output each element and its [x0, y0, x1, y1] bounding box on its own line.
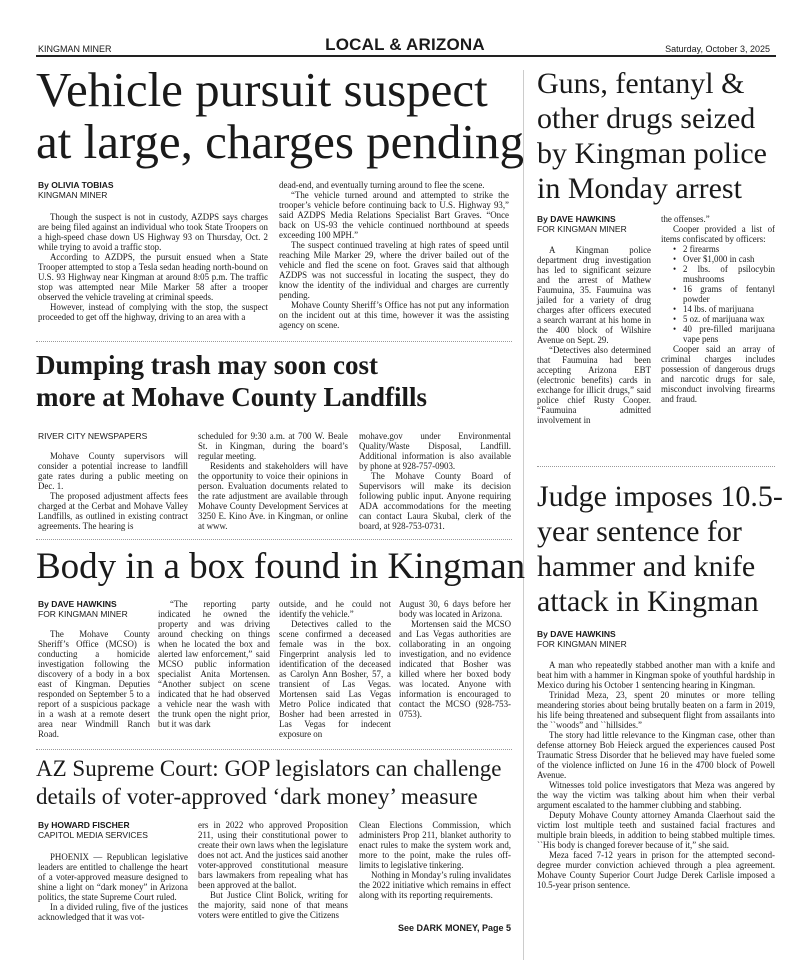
header-rule: [36, 55, 776, 57]
a5-headline-line: Guns, fentanyl &: [537, 67, 745, 100]
paragraph: Meza faced 7-12 years in prison for the attempted second-degree murder conviction achieved through a plea agreement. Mohave County Superior Court Judge Derek Carlisle imposed a 10.5-year prison sentence.: [537, 850, 775, 890]
a3-headline: Body in a box found in Kingman: [36, 546, 526, 587]
a1-col1: [38, 212, 268, 322]
divider: [537, 466, 775, 467]
paragraph: scheduled for 9:30 a.m. at 700 W. Beale St. in Kingman, during the board’s regular meeting.: [198, 431, 348, 461]
paragraph: Witnesses told police investigators that Meza was angered by the way the victim was talking about him when their verbal argument escalated to the hammer clubbing and stabbing.: [537, 780, 775, 810]
a4-col2: [198, 820, 348, 920]
paragraph: ers in 2022 who approved Proposition 211, using their constitutional power to create their own laws when the legislature does not act. And the justices said another voter-approved constitutional measure bars lawmakers from repealing what has been approved at the ballot.: [198, 820, 348, 890]
a4-author: By HOWARD FISCHER: [38, 820, 130, 830]
list-item: • 2 firearms: [661, 244, 775, 254]
a5-headline: [537, 66, 787, 206]
jump-link[interactable]: See DARK MONEY, Page 5: [397, 923, 511, 933]
divider: [36, 749, 512, 750]
paragraph: “The reporting party indicated he owned the property and was driving around checking on things when he located the box and alerted law enforcement,” said MCSO public information specialist Anita Mortensen. “Another subject on scene indicated that he had observed a vehicle near the wash with the trunk open the night prior, but it was dark: [158, 599, 270, 729]
paragraph: Cooper said an array of criminal charges includes possession of dangerous drugs and narcotic drugs for sale, misconduct involving firearms and fraud.: [661, 344, 775, 404]
paragraph: Residents and stakeholders will have the opportunity to voice their opinions in person. Evaluation documents related to the rate adjustment are available through Mohave County Development Services at 3250 E. Kino Ave. in Kingman, or online at www.: [198, 461, 348, 531]
a4-headline-line: AZ Supreme Court: GOP legislators can challenge: [36, 756, 502, 781]
a6-headline-line: Judge imposes 10.5-: [537, 480, 783, 513]
a3-col3: [279, 599, 391, 739]
paragraph: The proposed adjustment affects fees charged at the Cerbat and Mohave Valley Landfills, as outlined in existing contract agreements. The hearing is: [38, 491, 188, 531]
paragraph: Mortensen said the MCSO and Las Vegas authorities are collaborating in an ongoing investigation, and no evidence indicated that Bosher was killed where her boxed body was located. Anyone with information is encouraged to contact the MCSO (928-753-0753).: [399, 619, 511, 719]
paragraph: Deputy Mohave County attorney Amanda Claerhout said the victim lost multiple teeth and sustained facial fractures and multiple brain bleeds, in addition to being stabbed multiple times. ``His body is changed forever because of it,” she said.: [537, 810, 775, 850]
a3-author: By DAVE HAWKINS: [38, 599, 117, 609]
a4-byline: [38, 820, 148, 840]
paragraph: In a divided ruling, five of the justices acknowledged that it was vot-: [38, 902, 188, 922]
divider: [36, 341, 512, 342]
a2-col3: [359, 431, 511, 531]
paragraph: the offenses.”: [661, 214, 710, 224]
a1-col2: [279, 180, 509, 330]
a5-headline-line: by Kingman police: [537, 137, 767, 170]
a3-col2: [158, 599, 270, 729]
a4-col1: [38, 852, 188, 922]
list-item: • 5 oz. of marijuana wax: [661, 314, 775, 324]
a4-headline: [36, 755, 521, 811]
column-divider: [523, 70, 524, 960]
paragraph: Cooper provided a list of items confiscated by officers:: [661, 224, 775, 244]
a6-headline-line: attack in Kingman: [537, 585, 759, 618]
a1-headline: [36, 64, 526, 168]
paragraph: “The vehicle turned around and attempted to strike the trooper’s vehicle before continuing back to U.S. Highway 93,” said AZDPS Media Relations Specialist Bart Graves. “Once back on US-93 the vehicle continued northbound at speeds exceeding 100 MPH.”: [279, 190, 509, 240]
a6-source: FOR KINGMAN MINER: [537, 639, 627, 649]
a6-headline: [537, 479, 787, 619]
a2-col1: [38, 451, 188, 531]
paragraph: dead-end, and eventually turning around to flee the scene.: [279, 180, 485, 190]
a1-source: KINGMAN MINER: [38, 190, 108, 200]
section-title: LOCAL & ARIZONA: [325, 35, 485, 54]
a2-headline-line: Dumping trash may soon cost: [36, 350, 379, 380]
a4-col3: [359, 820, 511, 900]
seized-items-list: [661, 244, 775, 344]
a1-byline: [38, 180, 114, 200]
paragraph: The Mohave County Board of Supervisors will make its decision following public input. Anyone requiring ADA accommodations for the meeting can contact Laura Skubal, clerk of the board, at 928-753-0731.: [359, 471, 511, 531]
paragraph: Detectives called to the scene confirmed a deceased female was in the box. Fingerprint analysis led to identification of the deceased as Carolyn Ann Bosher, 57, a transient of Las Vegas. Mortensen said Las Vegas Metro Police indicated that Bosher had been arrested in Las Vegas for indecent exposure on: [279, 619, 391, 739]
list-item: • 16 grams of fentanyl powder: [661, 284, 775, 304]
paragraph: A Kingman police department drug investigation has led to significant seizure and the arrest of Mathew Faumuina, 35. Faumuina was jailed for a variety of drug charges after officers executed a search warrant at his home in the 400 block of Wilshire Avenue on Sept. 29.: [537, 245, 651, 345]
list-item: • Over $1,000 in cash: [661, 254, 775, 264]
paragraph: Mohave County Sheriff’s Office has not put any information on the incident out at this time, however it was the assisting agency on scene.: [279, 300, 509, 330]
list-item: • 14 lbs. of marijuana: [661, 304, 775, 314]
a6-body: [537, 660, 775, 890]
paragraph: According to AZDPS, the pursuit ensued when a State Trooper attempted to stop a Tesla sedan heading north-bound on U.S. 93 Highway near Kingman at around 8:05 p.m. The traffic stop was attempted near Mile Marker 58 after a trooper observed the vehicle traveling at criminal speeds.: [38, 252, 268, 302]
a1-headline-line: at large, charges pending: [36, 114, 525, 169]
a6-byline: [537, 629, 627, 649]
paragraph: The story had little relevance to the Kingman case, other than defense attorney Bob Heieck argued the experiences caused Post Traumatic Stress Disorder that he believed may have fueled some of the violence inflicted on June 16 in the 4700 block of Powell Avenue.: [537, 730, 775, 780]
paragraph: Mohave County supervisors will consider a potential increase to landfill gate rates during a public meeting on Dec. 1.: [38, 451, 188, 491]
a2-source: RIVER CITY NEWSPAPERS: [38, 431, 148, 441]
a2-col2: [198, 431, 348, 531]
a1-headline-line: Vehicle pursuit suspect: [36, 62, 488, 117]
paragraph: Trinidad Meza, 23, spent 20 minutes or more telling meandering stories about being brutally beaten on a farm in 2019, his life being threatened and subsequent flight from assailants into the ``woods” and ``hillsides.”: [537, 690, 775, 730]
a4-headline-line: details of voter-approved ‘dark money’ measure: [36, 784, 478, 809]
a3-source: FOR KINGMAN MINER: [38, 609, 128, 619]
paper-name: KINGMAN MINER: [38, 44, 112, 54]
a2-headline-line: more at Mohave County Landfills: [36, 382, 428, 412]
a5-headline-line: in Monday arrest: [537, 172, 742, 205]
paragraph: August 30, 6 days before her body was located in Arizona.: [399, 599, 511, 619]
a3-byline: [38, 599, 128, 619]
a6-headline-line: year sentence for: [537, 515, 742, 548]
a6-headline-line: hammer and knife: [537, 550, 756, 583]
paragraph: Though the suspect is not in custody, AZDPS says charges are being filed against an individual who took State Troopers on a high-speed chase down US Highway 93 on Thursday, Oct. 2 while trying to avoid a traffic stop.: [38, 212, 268, 252]
a5-col2: [661, 214, 775, 404]
paragraph: However, instead of complying with the stop, the suspect proceeded to get off the highway, driving to an area with a: [38, 302, 268, 322]
a5-headline-line: other drugs seized: [537, 102, 756, 135]
a6-author: By DAVE HAWKINS: [537, 629, 616, 639]
list-item: • 2 lbs. of psilocybin mushrooms: [661, 264, 775, 284]
paragraph: A man who repeatedly stabbed another man with a knife and beat him with a hammer in Kingman spoke of youthful hardship in Mexico during his October 1 sentencing hearing in Kingman.: [537, 660, 775, 690]
a2-headline: [36, 349, 516, 413]
paragraph: Clean Elections Commission, which administers Prop 211, blanket authority to enact rules to make the system work and, more to the point, make the rules off-limits to legislative tinkering.: [359, 820, 511, 870]
a3-col1: [38, 629, 150, 739]
paragraph: mohave.gov under Environmental Quality/Waste Disposal, Landfill. Additional information is also available by phone at 928-757-0903.: [359, 431, 511, 471]
paragraph: Nothing in Monday’s ruling invalidates the 2022 initiative which remains in effect along with its reporting requirements.: [359, 870, 512, 900]
paragraph: outside, and he could not identify the vehicle.”: [279, 599, 391, 619]
paragraph: “Detectives also determined that Faumuina had been accepting Arizona EBT (electronic benefits) cards in exchange for illicit drugs,” said police chief Rusty Cooper. “Faumuina admitted involvement in: [537, 345, 651, 425]
a5-byline: [537, 214, 627, 234]
paragraph: The Mohave County Sheriff’s Office (MCSO) is conducting a homicide investigation following the discovery of a body in a box east of Kingman. Deputies responded on September 5 to a report of a suspicious package in a wash at a remote desert area near Windmill Ranch Road.: [38, 629, 150, 739]
a5-col1: [537, 245, 651, 425]
paragraph: The suspect continued traveling at high rates of speed until reaching Mile Marker 29, where the driver bailed out of the vehicle and fled the scene on foot. Graves said that although AZDPS was not successful in locating the suspect, they do know the identity of the individual and charges are currently pending.: [279, 240, 509, 300]
a5-source: FOR KINGMAN MINER: [537, 224, 627, 234]
paragraph: PHOENIX — Republican legislative leaders are entitled to challenge the heart of a voter-approved measure designed to shine a light on “dark money” in Arizona politics, the state Supreme Court ruled.: [38, 852, 188, 902]
issue-date: Saturday, October 3, 2025: [665, 44, 770, 54]
a3-col4: [399, 599, 511, 719]
a1-author: By OLIVIA TOBIAS: [38, 180, 114, 190]
a5-author: By DAVE HAWKINS: [537, 214, 616, 224]
divider: [36, 539, 512, 540]
list-item: • 40 pre-filled marijuana vape pens: [661, 324, 775, 344]
a4-source: CAPITOL MEDIA SERVICES: [38, 830, 148, 840]
paragraph: But Justice Clint Bolick, writing for the majority, said none of that means voters were entitled to give the Citizens: [198, 890, 348, 920]
